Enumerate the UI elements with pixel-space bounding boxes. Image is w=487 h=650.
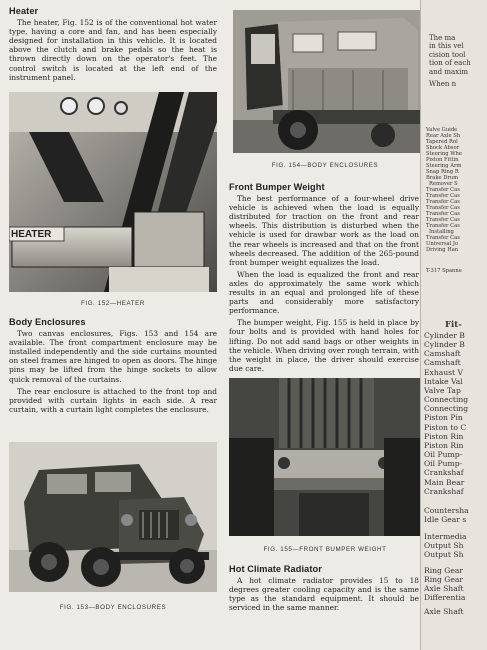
fits-list-item: Countersha: [424, 506, 469, 515]
adjacent-fits-list-4: [424, 566, 465, 603]
fits-list-item: Camshaft: [424, 358, 461, 368]
fits-list-item: Oil Pump-: [424, 450, 463, 460]
tool-list-item: Steering Arm: [426, 163, 462, 169]
enclosures-paragraph-1: Two canvas enclosures, Figs. 153 and 154 are available. The front compartment enclosure may be installed independently and the side curtains mounted on steel frames are hinged to open as doors. The hinge pins may be lifted from the hinge sockets to allow quick removal of the curtains.: [9, 329, 217, 384]
adjacent-when-line: When n: [429, 80, 457, 89]
fits-list-item: Exhaust V: [424, 367, 463, 377]
figure-155-caption: FIG. 155—FRONT BUMPER WEIGHT: [263, 546, 387, 553]
adjacent-intro-line: in this vel: [429, 42, 464, 51]
adjacent-fits-list-2: [424, 506, 469, 524]
adjacent-intro: [429, 34, 471, 88]
tool-list-item: Steering Whe: [426, 151, 462, 157]
hot-climate-radiator-paragraph: A hot climate radiator provides 15 to 18 degrees greater cooling capacity and is the same type as the standard equipment. It should be serviced in the same manner.: [229, 576, 419, 613]
tool-list-item: Installing: [429, 229, 454, 235]
heater-heading: Heater: [9, 6, 39, 16]
fits-list-item: Piston Pin: [424, 413, 463, 423]
right-book-page-clipped: [420, 0, 487, 650]
fits-list-item: Output Sh: [424, 541, 464, 551]
fits-list-item: Crankshaf: [424, 486, 464, 496]
fits-list-item: Ring Gear: [424, 575, 464, 585]
adjacent-intro-line: cision tool: [429, 50, 466, 59]
heater-photo-label: HEATER: [11, 229, 52, 240]
tool-list-item: Rear Axle Sh: [426, 133, 461, 139]
adjacent-fits-heading: Fit-: [445, 320, 462, 330]
enclosures-section: [9, 318, 217, 417]
adjacent-fits-last: Axle Shaft: [424, 607, 464, 616]
fits-list-item: Piston Rin: [424, 440, 464, 450]
fits-list-item: Connecting: [424, 404, 469, 414]
heater-photo: [9, 92, 217, 292]
body-enclosures-front-photo: [9, 442, 217, 592]
adjacent-spanner-line: T-317 Spanne: [426, 268, 462, 274]
fits-list-item: Cylinder B: [424, 340, 465, 350]
fits-list-item: Intake Val: [424, 376, 463, 386]
tool-list-item: Valve Guide: [426, 127, 458, 133]
adjacent-tool-list: [426, 127, 462, 253]
fits-list-item: Output Sh: [424, 550, 464, 560]
figure-152-caption: FIG. 152—HEATER: [81, 300, 145, 307]
enclosures-heading: Body Enclosures: [9, 317, 86, 327]
fits-list-item: Crankshaf: [424, 468, 464, 478]
heater-paragraph: The heater, Fig. 152 is of the conventional hot water type, having a core and fan, and has been especially designed for installation in this vehicle. It is located above the clutch and brake pedals so the heat is thrown directly down on the operator's feet. The control switch is located at the left end of the instrument panel.: [9, 18, 217, 82]
tool-list-item: Transfer Cas: [426, 211, 460, 217]
tool-list-item: Transfer Cas: [426, 235, 460, 241]
tool-list-item: Remover S: [429, 181, 458, 187]
fits-list-item: Piston to C: [424, 422, 467, 432]
tool-list-item: Shock Absor: [426, 145, 460, 151]
fits-list-item: Intermedia: [424, 532, 467, 541]
body-enclosures-rear-photo: [233, 10, 421, 153]
fits-list-item: Oil Pump-: [424, 459, 463, 469]
tool-list-item: Transfer Cas: [426, 187, 460, 193]
enclosures-paragraph-2: The rear enclosure is attached to the front top and provided with curtain lights in each side. A rear curtain, with a curtain light completes the enclosure.: [9, 386, 217, 414]
tool-list-item: Tapered Rol: [426, 139, 458, 145]
front-bumper-paragraph-1: The best performance of a four-wheel drive vehicle is achieved when the load is equally distributed for traction on the front and rear wheels. This distribution is disturbed when the vehicle is used for drawbar work as the load on the rear wheels is increased and that on the front wheels decreased. The addition of the 265-pound front bumper weight equalizes the load.: [229, 194, 419, 267]
tool-list-item: Driving Han: [426, 247, 459, 253]
tool-list-item: Universal Jo: [426, 241, 459, 247]
tool-list-item: Transfer Cas: [426, 193, 460, 199]
front-bumper-section: [229, 183, 419, 376]
front-bumper-heading: Front Bumper Weight: [229, 182, 325, 192]
tool-list-item: Piston Fittin: [426, 157, 459, 163]
hot-climate-radiator-section: [229, 565, 419, 615]
fits-list-item: Piston Rin: [424, 431, 464, 441]
fits-list-item: Axle Shaft: [424, 584, 464, 594]
adjacent-intro-line: tion of each: [429, 59, 471, 68]
fits-list-item: Main Bear: [424, 477, 465, 487]
tool-list-item: Transfer Cas: [426, 217, 460, 223]
tool-list-item: Transfer Cas: [426, 205, 460, 211]
tool-list-item: Transfer Cas: [426, 223, 460, 229]
figure-153-caption: FIG. 153—BODY ENCLOSURES: [59, 604, 167, 611]
fits-list-item: Differentia: [424, 593, 466, 603]
adjacent-intro-line: The ma: [429, 34, 456, 42]
fits-list-item: Cylinder B: [424, 331, 465, 340]
tool-list-item: Snap Ring R: [426, 169, 459, 175]
heater-section: [9, 7, 217, 85]
fits-list-item: Ring Gear: [424, 566, 464, 575]
fits-list-item: Valve Tap: [424, 385, 461, 395]
fits-list-item: Connecting: [424, 395, 469, 405]
fits-list-item: Camshaft: [424, 349, 461, 359]
hot-climate-radiator-heading: Hot Climate Radiator: [229, 564, 322, 574]
adjacent-fits-list: [424, 331, 468, 496]
fits-list-item: Idle Gear s: [424, 515, 467, 525]
adjacent-intro-line: and maxim: [429, 67, 469, 76]
front-bumper-paragraph-2: When the load is equalized the front and rear axles do approximately the same work which results in an equal and prolonged life of these parts and considerably more satisfactory performance.: [229, 269, 419, 316]
front-bumper-weight-photo: [229, 378, 421, 536]
tool-list-item: Brake Drum: [426, 175, 459, 181]
front-bumper-paragraph-3: The bumper weight, Fig. 155 is held in place by four bolts and is provided with hand holes for lifting. Do not add sand bags or other weights in the vehicle. When driving over rough terrain, with the weight in place, the driver should exercise due care.: [229, 318, 419, 373]
tool-list-item: Transfer Cas: [426, 199, 460, 205]
adjacent-fits-list-3: [424, 532, 467, 559]
figure-154-caption: FIG. 154—BODY ENCLOSURES: [271, 162, 379, 169]
